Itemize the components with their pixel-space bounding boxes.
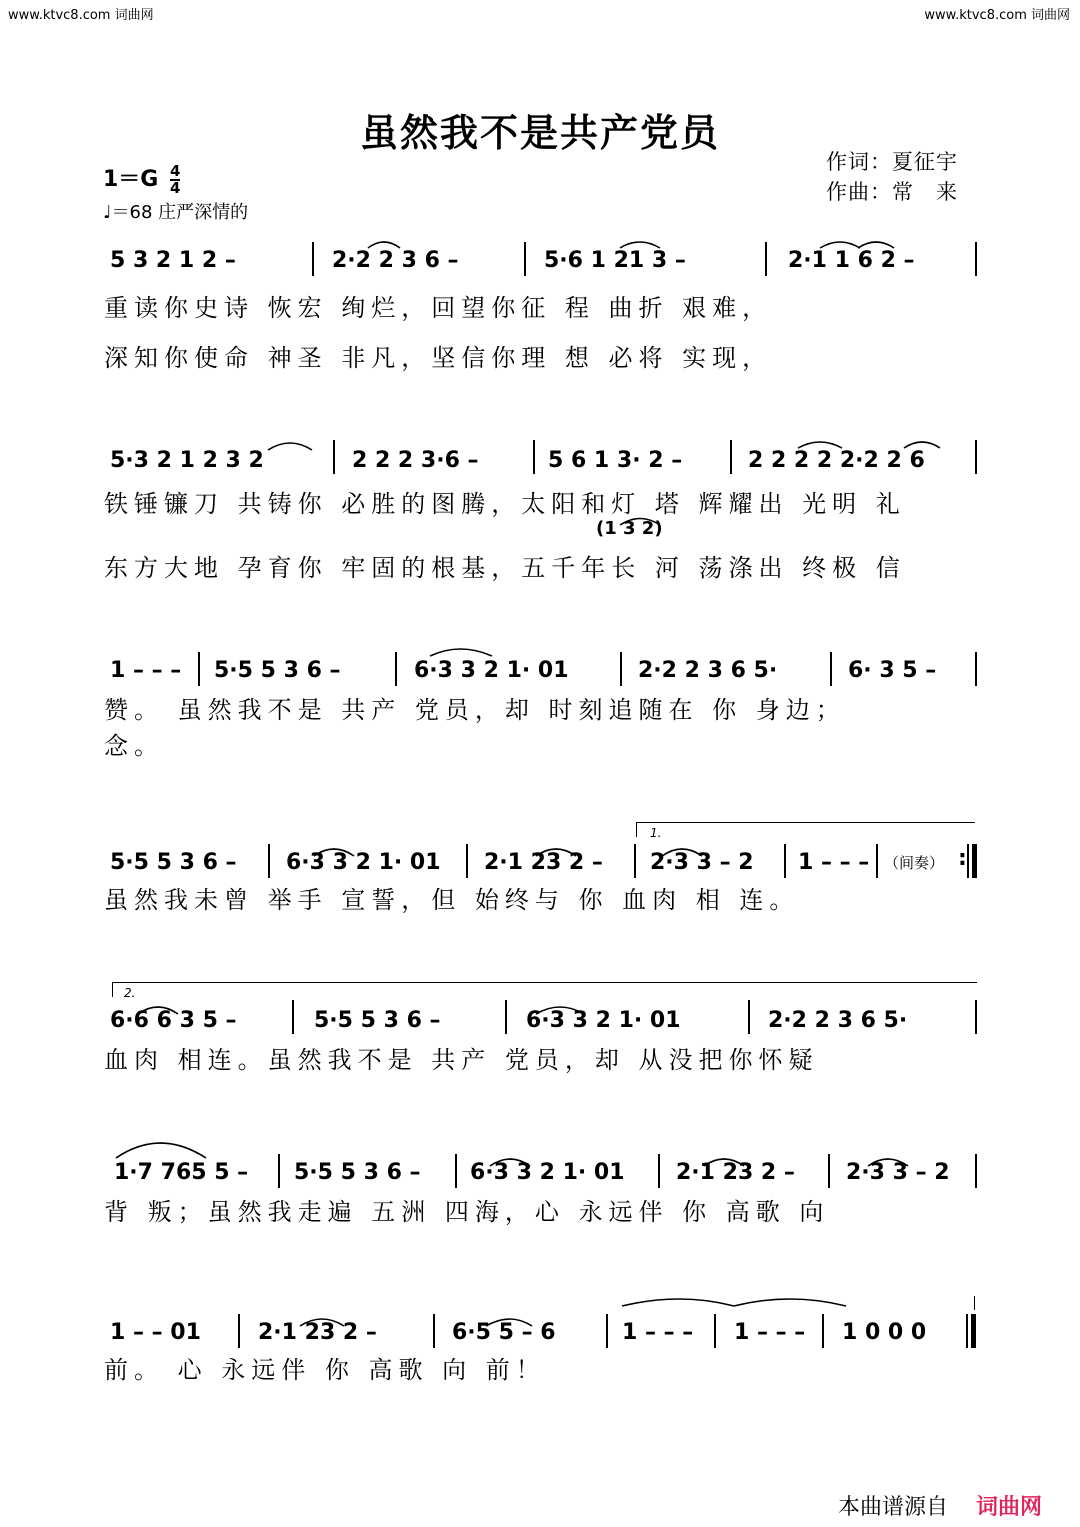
barline [634,844,636,878]
tempo-text: ＝68 庄严深情的 [111,202,249,223]
lyric-line: 东方大地 孕育你 牢固的根基，五千年长 河 荡涤出 终极 信 [104,554,906,582]
barline [975,1154,977,1188]
end-bracket [974,1296,975,1310]
measure: 1 0 0 0 [842,1320,927,1345]
barline [730,440,732,474]
measure: 6·3 3 2 1· 01 [286,850,441,875]
slur [430,649,492,656]
measure: 1 – – – [622,1320,694,1345]
lyricist-credit: 作词：夏征宇 [826,150,958,174]
lyric-line: 前。 心 永远伴 你 高歌 向 前！ [104,1356,546,1384]
lyric-line: 重读你史诗 恢宏 绚烂，回望你征 程 曲折 艰难， [104,294,773,322]
slur [116,1143,206,1158]
barline [278,1154,280,1188]
quarter-note-icon: ♩ [103,202,112,223]
measure: 2·1 1 6 2 – [788,248,915,273]
final-barline [971,1314,976,1348]
measure: 2·1 23 2 – [258,1320,377,1345]
measure: 5·6 1 21 3 – [544,248,686,273]
measure: 2·2 2 3 6 5· [768,1008,908,1033]
volta-label: 2. [124,986,136,1000]
measure: 1 – – – [798,850,870,875]
barline [975,242,977,276]
measure: 5 3 2 1 2 – [110,248,236,273]
measure: 2·3 3 – 2 [846,1160,950,1185]
measure: 5·5 5 3 6 – [314,1008,441,1033]
barline [975,1000,977,1034]
measure: 5·3 2 1 2 3 2 [110,448,264,473]
time-bottom: 4 [170,179,181,197]
footer-source: 本曲谱源自 [838,1495,949,1520]
measure: 1 – – – [734,1320,806,1345]
barline [606,1314,608,1348]
measure: 6·5 5 – 6 [452,1320,556,1345]
barline [876,844,878,878]
time-signature [170,164,180,196]
tempo-marking [103,198,248,224]
measure: 2·3 3 – 2 [650,850,754,875]
barline [830,652,832,686]
watermark-right: www.ktvc8.com 词曲网 [924,8,1070,23]
measure: 5·5 5 3 6 – [214,658,341,683]
slur [622,1299,734,1306]
lyric-line: 虽然我未曾 举手 宣誓，但 始终与 你 血肉 相 连。 [104,886,800,914]
key-signature [103,162,180,196]
lyric-line: 深知你使命 神圣 非凡，坚信你理 想 必将 实现， [104,344,773,372]
measure: 6·3 3 2 1· 01 [414,658,569,683]
barline [828,1154,830,1188]
lyric-line: 背 叛；虽然我走遍 五洲 四海，心 永远伴 你 高歌 向 [104,1198,830,1226]
song-title: 虽然我不是共产党员 [359,110,720,155]
barline [524,242,526,276]
watermark-left: www.ktvc8.com 词曲网 [8,8,154,23]
lyric-line: 血肉 相连。虽然我不是 共产 党员，却 从没把你怀疑 [104,1046,819,1074]
barline [967,844,969,878]
volta-bracket [636,822,975,837]
barline [620,652,622,686]
slur [734,1299,846,1306]
lyric-line: 赞。 虽然我不是 共产 党员，却 时刻追随在 你 身边； [104,696,846,724]
measure: 1·7 765 5 – [114,1160,249,1185]
barline [312,242,314,276]
barline [292,1000,294,1034]
repeat-dots: : [958,846,967,871]
measure: 2·2 2 3 6 – [332,248,459,273]
barline [333,440,335,474]
barline [822,1314,824,1348]
volta-bracket [112,982,977,997]
measure: 6· 3 5 – [848,658,937,683]
volta-label: 1. [650,826,662,840]
measure: 2·1 23 2 – [676,1160,795,1185]
measure: 5·5 5 3 6 – [110,850,237,875]
barline [784,844,786,878]
footer-brand[interactable]: 词曲网 [976,1495,1043,1520]
barline [658,1154,660,1188]
variant-notes: (1 3 2) [596,518,663,539]
barline [765,242,767,276]
barline [505,1000,507,1034]
barline [238,1314,240,1348]
measure: 2 2 2 2 2·2 2 6 [748,448,925,473]
time-top: 4 [170,162,181,180]
measure: 1 – – – [110,658,182,683]
composer-credit: 作曲：常 来 [826,180,958,204]
barline [714,1314,716,1348]
key-label: 1＝G [103,167,159,192]
barline [533,440,535,474]
barline [966,1314,968,1348]
measure: 5·5 5 3 6 – [294,1160,421,1185]
measure: 6·3 3 2 1· 01 [470,1160,625,1185]
barline [455,1154,457,1188]
interlude-label: （间奏） [884,854,945,872]
barline [198,652,200,686]
measure: 2·2 2 3 6 5· [638,658,778,683]
repeat-end-barline [972,844,977,878]
barline [268,844,270,878]
lyric-line: 念。 [104,732,164,760]
measure: 2 2 2 3·6 – [352,448,479,473]
measure: 2·1 23 2 – [484,850,603,875]
slur [268,443,312,450]
barline [433,1314,435,1348]
barline [395,652,397,686]
barline [975,652,977,686]
measure: 1 – – 01 [110,1320,201,1345]
measure: 5 6 1 3· 2 – [548,448,683,473]
measure: 6·3 3 2 1· 01 [526,1008,681,1033]
barline [748,1000,750,1034]
barline [975,440,977,474]
barline [466,844,468,878]
lyric-line: 铁锤镰刀 共铸你 必胜的图腾，太阳和灯 塔 辉耀出 光明 礼 [104,490,906,518]
measure: 6·6 6 3 5 – [110,1008,237,1033]
